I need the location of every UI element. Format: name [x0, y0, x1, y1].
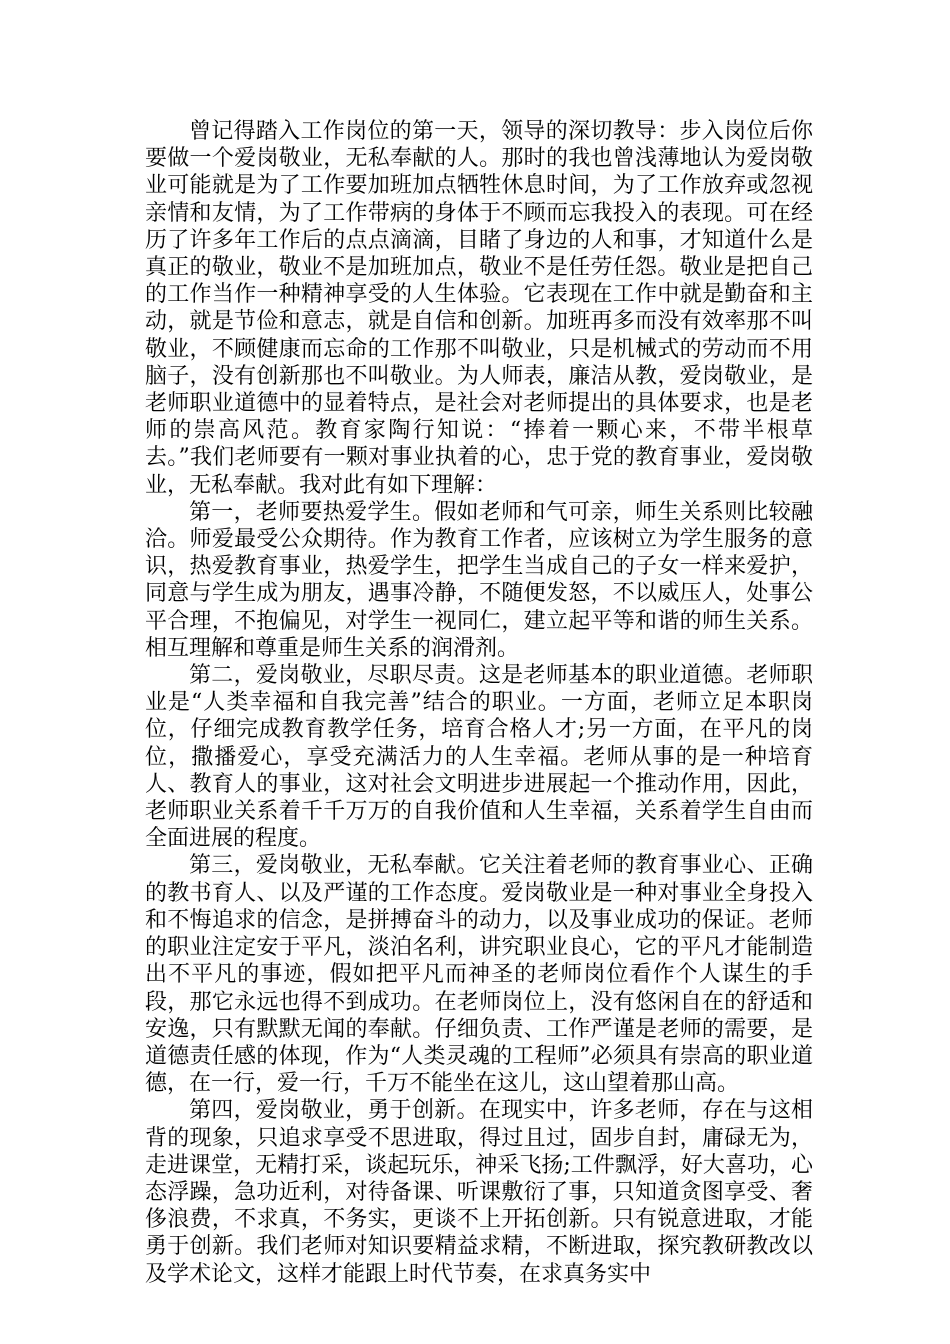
paragraph-fourth: 第四，爱岗敬业，勇于创新。在现实中，许多老师，存在与这相背的现象，只追求享受不思进取，得过且过，固步自封，庸碌无为，走进课堂，无精打采，谈起玩乐，神采飞扬;工件飘浮，好大喜功，心态浮躁，急功近利，对待备课、听课敷衍了事，只知道贪图享受、奢侈浪费，不求真，不务实，更谈不上开拓创新。只有锐意进取，才能勇于创新。我们老师对知识要精益求精，不断进取，探究教研教改以及学术论文，这样才能跟上时代节奏，在求真务实中	[145, 1098, 813, 1287]
paragraph-intro: 曾记得踏入工作岗位的第一天，领导的深切教导：步入岗位后你要做一个爱岗敬业，无私奉献的人。那时的我也曾浅薄地认为爱岗敬业可能就是为了工作要加班加点牺牲休息时间，为了工作放弃或忽视亲情和友情，为了工作带病的身体于不顾而忘我投入的表现。可在经历了许多年工作后的点点滴滴，目睹了身边的人和事，才知道什么是真正的敬业，敬业不是加班加点，敬业不是任劳任怨。敬业是把自己的工作当作一种精神享受的人生体验。它表现在工作中就是勤奋和主动，就是节俭和意志，就是自信和创新。加班再多而没有效率那不叫敬业，不顾健康而忘命的工作那不叫敬业，只是机械式的劳动而不用脑子，没有创新那也不叫敬业。为人师表，廉洁从教，爱岗敬业，是老师职业道德中的显着特点，是社会对老师提出的具体要求，也是老师的崇高风范。教育家陶行知说：“捧着一颗心来，不带半根草去。”我们老师要有一颗对事业执着的心，忠于党的教育事业，爱岗敬业，无私奉献。我对此有如下理解：	[145, 119, 813, 498]
paragraph-second: 第二，爱岗敬业，尽职尽责。这是老师基本的职业道德。老师职业是“人类幸福和自我完善”结合的职业。一方面，老师立足本职岗位，仔细完成教育教学任务，培育合格人才;另一方面，在平凡的岗位，撒播爱心，享受充满活力的人生幸福。老师从事的是一种培育人、教育人的事业，这对社会文明进步进展起一个推动作用，因此，老师职业关系着千千万万的自我价值和人生幸福，关系着学生自由而全面进展的程度。	[145, 663, 813, 852]
paragraph-first: 第一，老师要热爱学生。假如老师和气可亲，师生关系则比较融洽。师爱最受公众期待。作为教育工作者，应该树立为学生服务的意识，热爱教育事业，热爱学生，把学生当成自己的子女一样来爱护，同意与学生成为朋友，遇事冷静，不随便发怒，不以威压人，处事公平合理，不抱偏见，对学生一视同仁，建立起平等和谐的师生关系。相互理解和尊重是师生关系的润滑剂。	[145, 499, 813, 661]
document-body	[145, 118, 813, 1288]
paragraph-third: 第三，爱岗敬业，无私奉献。它关注着老师的教育事业心、正确的教书育人、以及严谨的工作态度。爱岗敬业是一种对事业全身投入和不悔追求的信念，是拼搏奋斗的动力，以及事业成功的保证。老师的职业注定安于平凡，淡泊名利，讲究职业良心，它的平凡才能制造出不平凡的事迹，假如把平凡而神圣的老师岗位看作个人谋生的手段，那它永远也得不到成功。在老师岗位上，没有悠闲自在的舒适和安逸，只有默默无闻的奉献。仔细负责、工作严谨是老师的需要，是道德责任感的体现，作为“人类灵魂的工程师”必须具有崇高的职业道德，在一行，爱一行，千万不能坐在这儿，这山望着那山高。	[145, 853, 813, 1097]
